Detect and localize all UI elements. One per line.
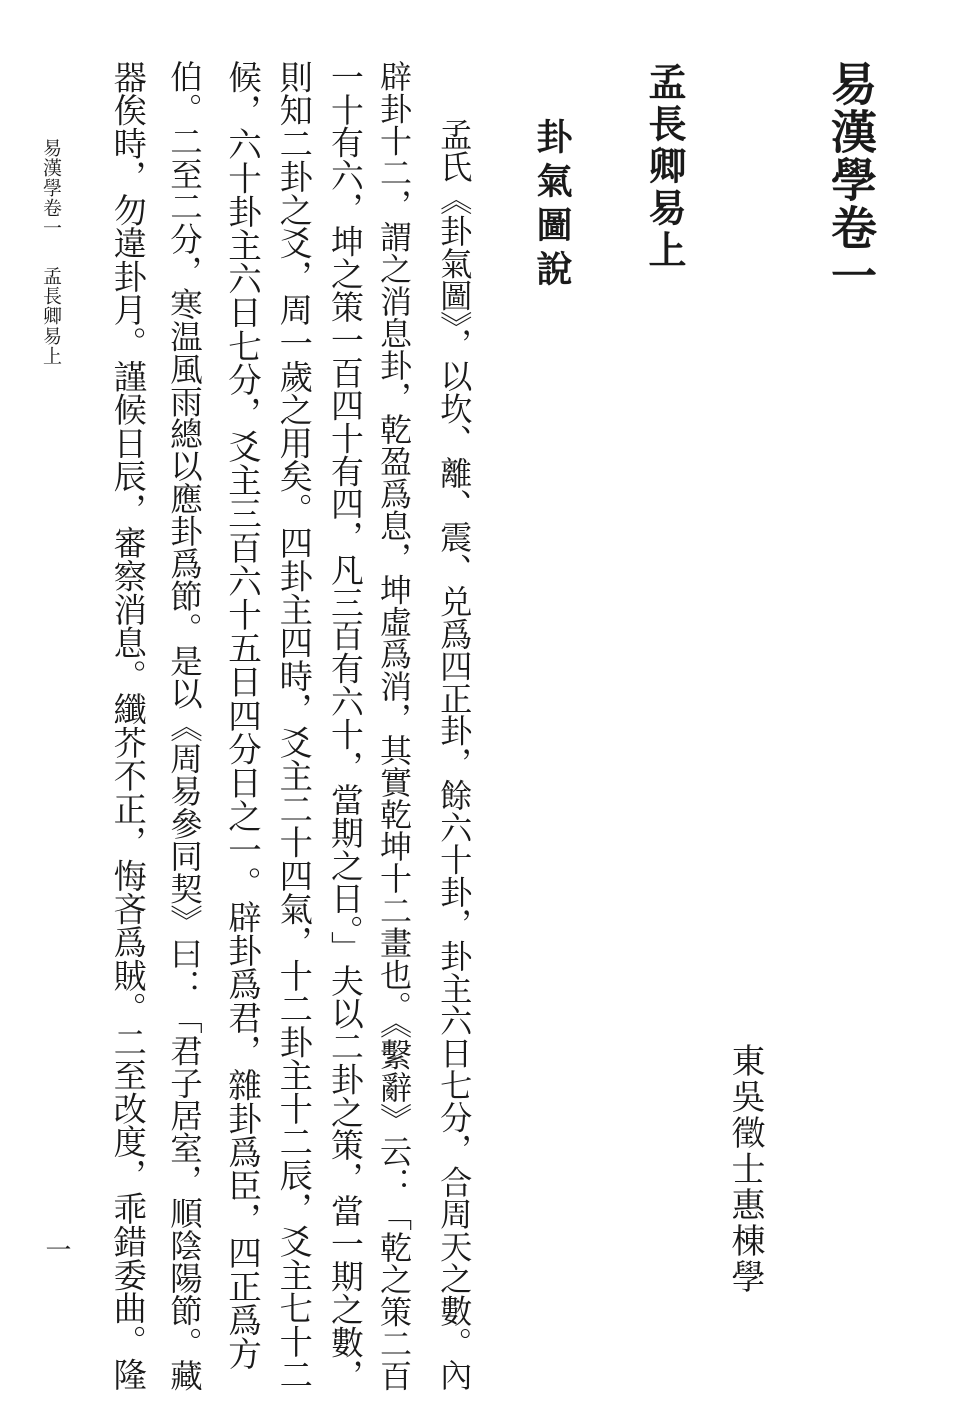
running-head-chapter: 孟長卿易上 (40, 266, 62, 366)
author-credit: 東吳徵士惠棟學 (725, 1043, 765, 1295)
book-title: 易漢學卷一 (824, 60, 878, 300)
body-line-4: 則知二卦之爻，周一歲之用矣。四卦主四時，爻主二十四氣，十二卦主十二辰，爻主七十二 (274, 60, 314, 1392)
body-line-1: 孟氏《卦氣圖》，以坎、離、震、兑爲四正卦，餘六十卦，卦主六日七分，合周天之數。內 (435, 118, 474, 1392)
section-title: 孟長卿易上 (642, 62, 687, 272)
heading-gua-qi-diagram: 卦氣圖說 (531, 118, 573, 294)
page-number: 一 (41, 1236, 71, 1262)
body-line-2: 辟卦十二，謂之消息卦，乾盈爲息，坤虛爲消，其實乾坤十二畫也。《繫辭》云：「乾之策二百 (375, 60, 414, 1392)
running-head (38, 138, 65, 366)
body-line-5: 候，六十卦主六日七分，爻主三百六十五日四分日之一。辟卦爲君，雜卦爲臣，四正爲方 (222, 60, 262, 1371)
body-line-3: 一十有六，坤之策一百四十有四，凡三百有六十，當期之日。」夫以二卦之策，當一期之數， (325, 60, 365, 1392)
body-line-7: 器俟時，勿違卦月。謹候日辰，審察消息。纖芥不正，悔吝爲賊。二至改度，乖錯委曲。隆 (108, 60, 148, 1392)
body-line-6: 伯。二至二分，寒温風雨總以應卦爲節。是以《周易參同契》曰：「君子居室，順陰陽節。藏 (165, 60, 204, 1392)
running-head-volume: 易漢學卷一 (40, 138, 62, 238)
